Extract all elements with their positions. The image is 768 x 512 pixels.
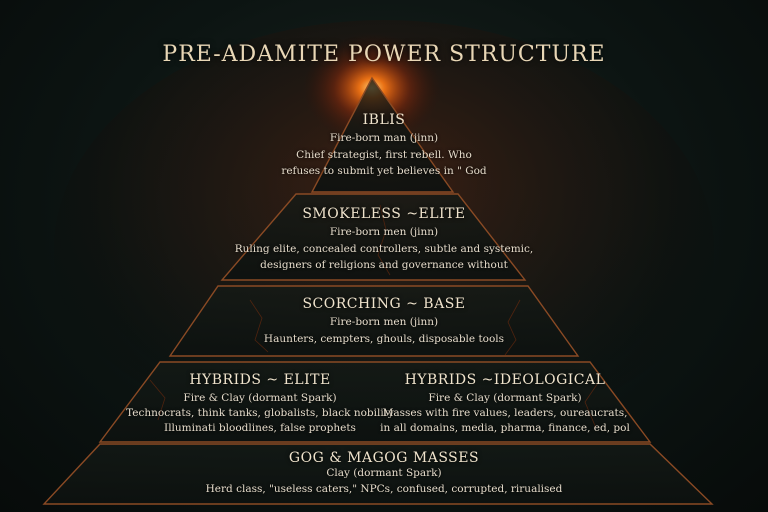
iblis-line-2: Chief strategist, first rebell. Who [296, 149, 472, 161]
gog-magog-line-1: Clay (dormant Spark) [326, 467, 442, 479]
smokeless-elite-line-3: designers of religions and governance without [260, 259, 508, 271]
hybrids-ideological-heading: HYBRIDS ~IDEOLOGICAL [404, 372, 606, 388]
scorching-base-line-1: Fire-born men (jinn) [329, 316, 439, 328]
smokeless-elite-heading: SMOKELESS ~ELITE [302, 206, 466, 222]
scorching-base-line-2: Haunters, cempters, ghouls, disposable tools [263, 333, 505, 345]
hybrids-ideological-line-1: Fire & Clay (dormant Spark) [428, 392, 582, 404]
hybrids-elite-line-3: Illuminati bloodlines, false prophets [164, 422, 356, 434]
hybrids-ideological-line-2: Masses with fire values, leaders, oureaucrats, [382, 407, 628, 419]
hybrids-elite-block [120, 372, 400, 434]
smokeless-elite-line-1: Fire-born men (jinn) [329, 226, 439, 238]
hybrids-ideological-line-3: in all domains, media, pharma, finance, ed, pol [380, 422, 630, 434]
hybrids-elite-heading: HYBRIDS ~ ELITE [189, 372, 331, 388]
gog-magog-heading: GOG & MAGOG MASSES [288, 450, 480, 466]
iblis-heading: IBLIS [362, 112, 406, 128]
smokeless-elite-line-2: Ruling elite, concealed controllers, subtle and systemic, [234, 243, 534, 255]
iblis-line-3: refuses to submit yet believes in " God [281, 165, 487, 177]
page-title: PRE-ADAMITE POWER STRUCTURE [162, 42, 606, 67]
hybrids-ideological-block [370, 372, 640, 434]
gog-magog-line-2: Herd class, "useless caters," NPCs, confused, corrupted, rirualised [205, 483, 563, 495]
hybrids-elite-line-2: Technocrats, think tanks, globalists, black nobility [126, 407, 394, 419]
scorching-base-heading: SCORCHING ~ BASE [302, 296, 466, 312]
hybrids-elite-line-1: Fire & Clay (dormant Spark) [183, 392, 337, 404]
iblis-line-1: Fire-born man (jinn) [329, 132, 439, 144]
